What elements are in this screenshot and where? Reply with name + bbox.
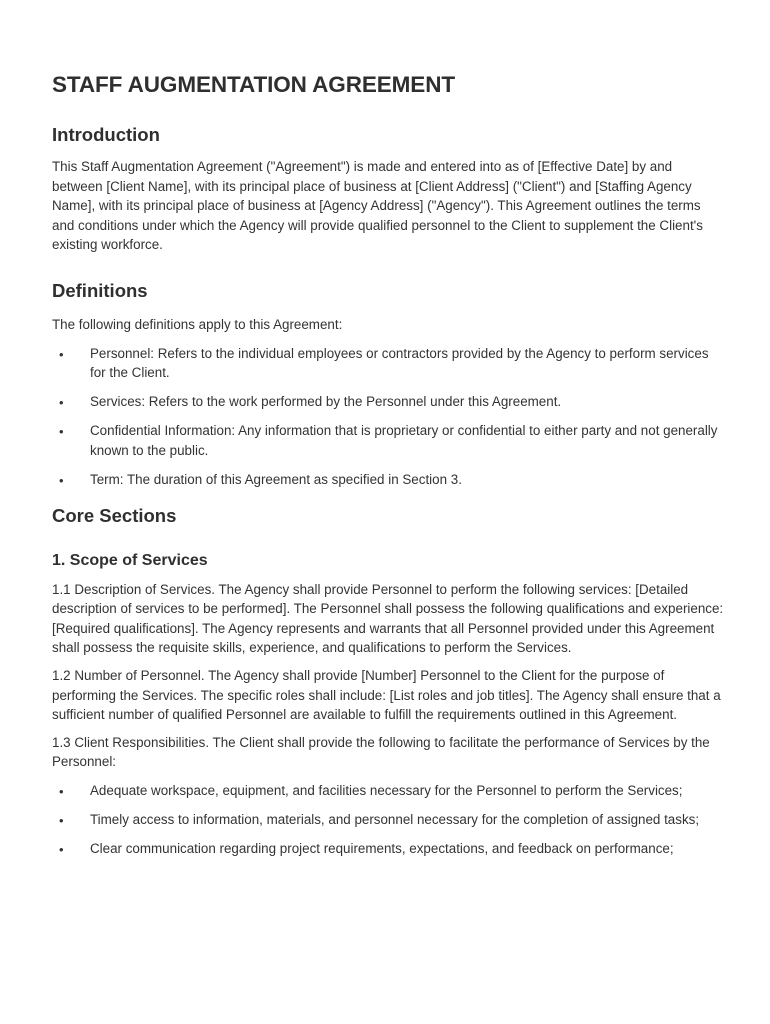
list-item xyxy=(52,344,724,383)
definitions-list xyxy=(52,344,724,490)
definition-text: Term: The duration of this Agreement as specified in Section 3. xyxy=(90,472,462,488)
list-item xyxy=(52,392,724,412)
bullet-icon: • xyxy=(59,424,64,440)
scope-of-services-heading: 1. Scope of Services xyxy=(52,551,208,569)
responsibility-text: Clear communication regarding project requirements, expectations, and feedback on performance; xyxy=(90,841,674,857)
definition-text: Services: Refers to the work performed by the Personnel under this Agreement. xyxy=(90,394,562,410)
bullet-icon: • xyxy=(59,783,64,799)
definition-text: Confidential Information: Any information that is proprietary or confidential to either party and not generally known to the public. xyxy=(90,423,718,458)
definitions-lead: The following definitions apply to this Agreement: xyxy=(52,316,343,332)
responsibility-text: Timely access to information, materials, and personnel necessary for the completion of assigned tasks; xyxy=(90,812,700,828)
bullet-icon: • xyxy=(59,813,64,829)
list-item xyxy=(52,470,724,490)
definitions-heading: Definitions xyxy=(52,279,148,301)
introduction-paragraph: This Staff Augmentation Agreement ("Agreement") is made and entered into as of [Effective Date] by and between [Client Name], with its principal place of business at [Client Address] ("Client") and [Staffing Agency Name], with its principal place of business at [Agency Address] ("Agency"). This Agreement outlines the terms and conditions under which the Agency will provide qualified personnel to the Client to supplement the Client's existing workforce. xyxy=(52,159,703,253)
core-sections-heading: Core Sections xyxy=(52,504,177,526)
list-item xyxy=(52,421,724,460)
bullet-icon: • xyxy=(59,346,64,362)
client-responsibilities-list xyxy=(52,781,724,859)
introduction-heading: Introduction xyxy=(52,124,160,145)
document-page xyxy=(52,66,724,868)
definition-text: Personnel: Refers to the individual employees or contractors provided by the Agency to perform services for the Client. xyxy=(90,345,709,381)
bullet-icon: • xyxy=(59,395,64,411)
section-1-3-paragraph: 1.3 Client Responsibilities. The Client shall provide the following to facilitate the performance of Services by the Personnel: xyxy=(52,734,710,770)
document-title: STAFF AUGMENTATION AGREEMENT xyxy=(52,72,456,97)
section-1-1-paragraph: 1.1 Description of Services. The Agency shall provide Personnel to perform the following services: [Detailed description of services to be performed]. The Personnel shall possess the following qualifications and experience: [Required qualifications]. The Agency represents and warrants that all Personnel provided under this Agreement shall possess the requisite skills, experience, and qualifications to perform the Services. xyxy=(52,581,724,656)
list-item xyxy=(52,810,724,830)
bullet-icon: • xyxy=(59,842,64,858)
list-item xyxy=(52,781,724,801)
section-1-2-paragraph: 1.2 Number of Personnel. The Agency shall provide [Number] Personnel to the Client for the purpose of performing the Services. The specific roles shall include: [List roles and job titles]. The Agency shall ensure that a sufficient number of qualified Personnel are available to fulfill the requirements outlined in this Agreement. xyxy=(52,668,721,723)
list-item xyxy=(52,839,724,859)
bullet-icon: • xyxy=(59,473,64,489)
responsibility-text: Adequate workspace, equipment, and facilities necessary for the Personnel to perform the Services; xyxy=(90,782,683,798)
